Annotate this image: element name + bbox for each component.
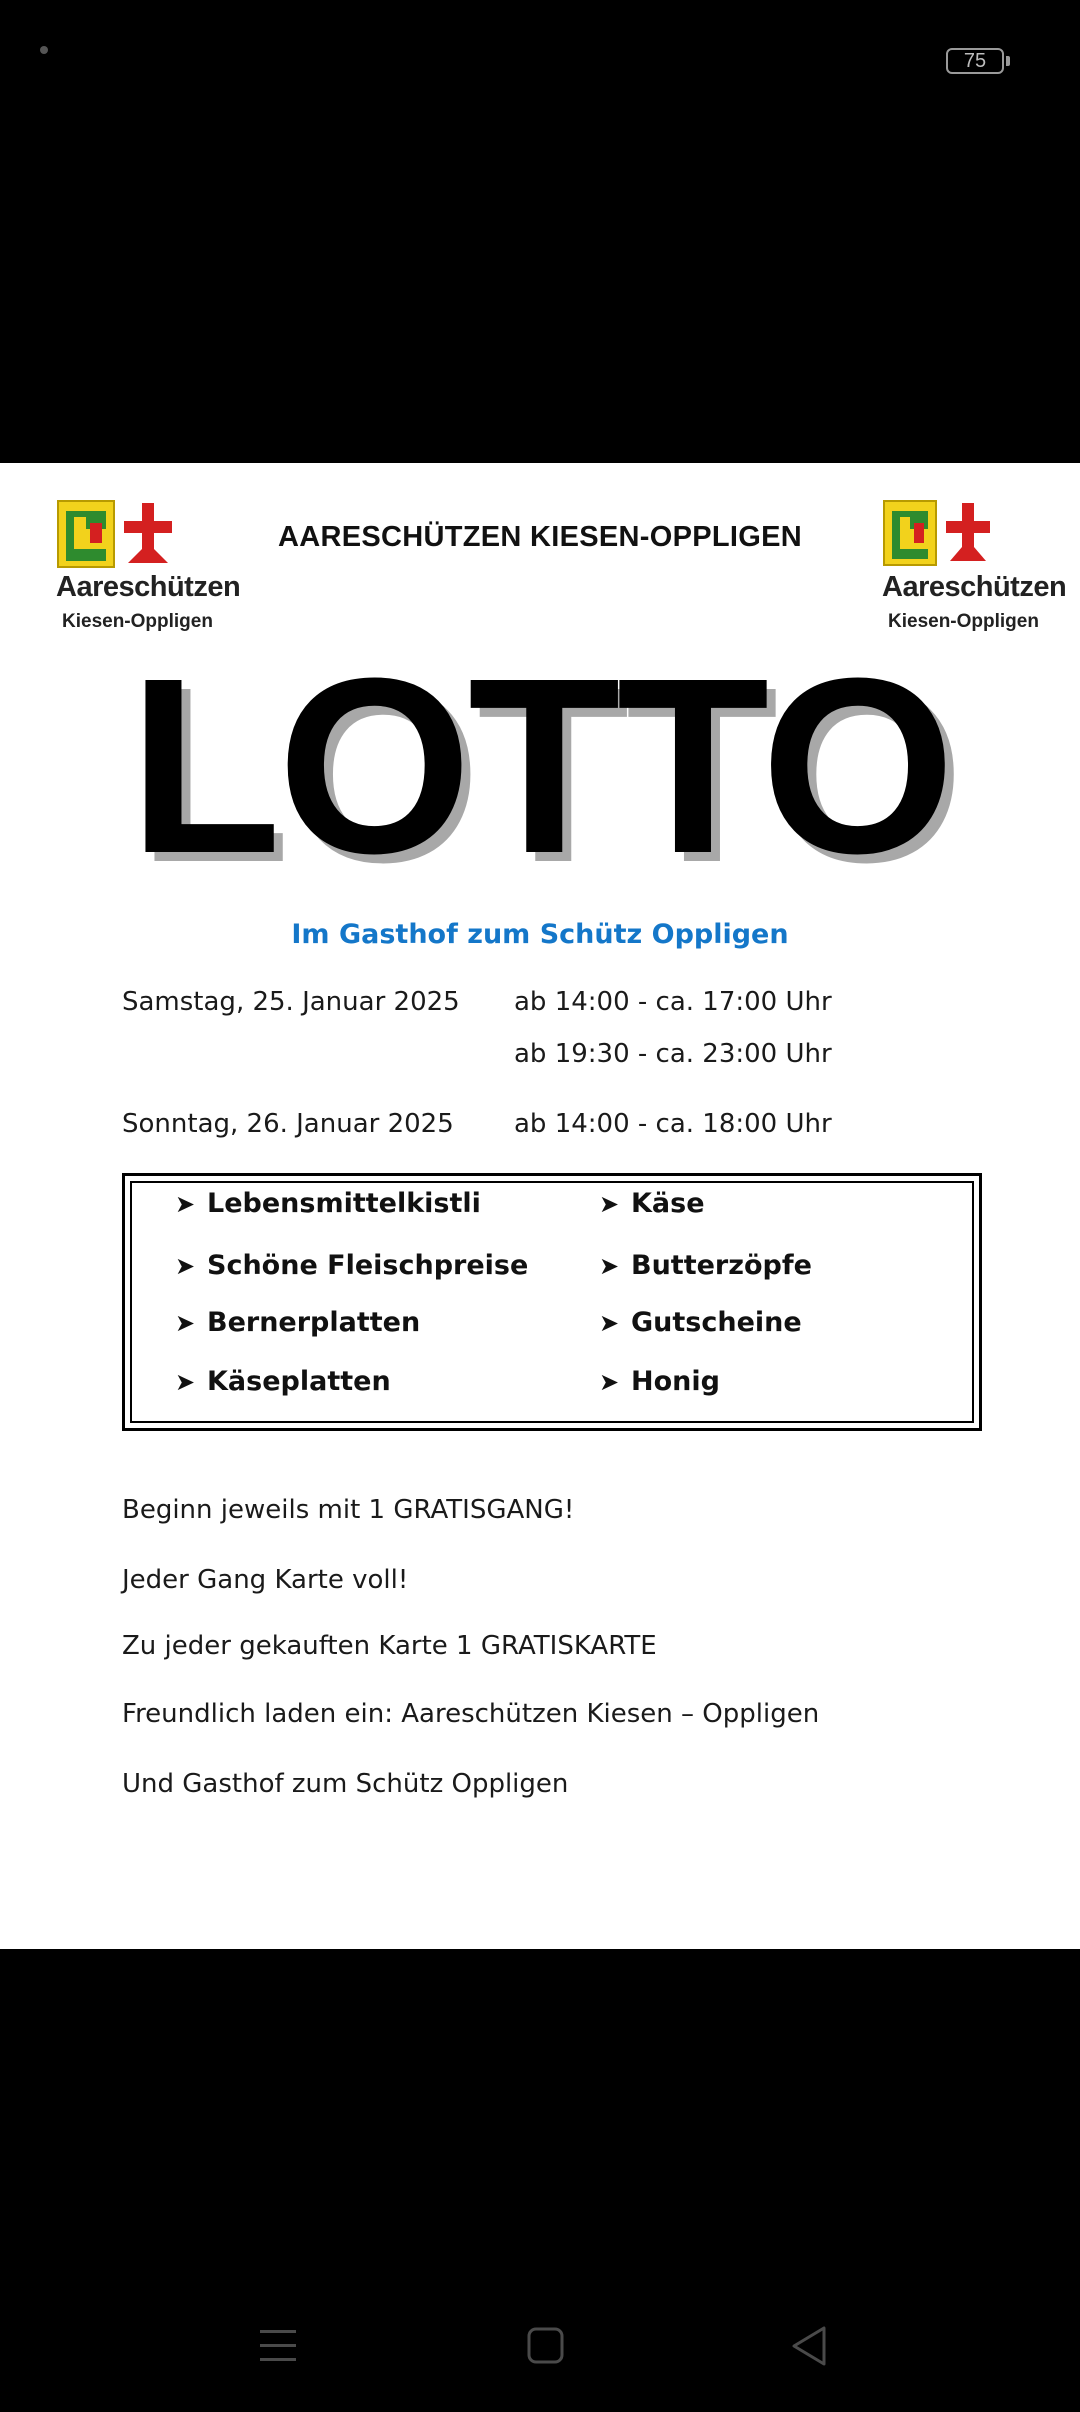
logo-name: Aareschützen: [882, 571, 1067, 603]
arrow-bullet-icon: ➤: [175, 1309, 196, 1337]
battery-icon: [946, 48, 1004, 74]
arrow-bullet-icon: ➤: [175, 1252, 196, 1280]
prize-label: Lebensmittelkistli: [207, 1188, 481, 1219]
arrow-bullet-icon: ➤: [599, 1368, 620, 1396]
note-line: Freundlich laden ein: Aareschützen Kiesen – Oppligen: [122, 1699, 820, 1729]
logo-name: Aareschützen: [56, 571, 241, 603]
prize-item: [599, 1366, 720, 1397]
menu-icon[interactable]: [258, 2326, 300, 2366]
club-logo-left: [56, 499, 256, 639]
back-icon[interactable]: [790, 2324, 830, 2368]
battery-level: 75: [963, 50, 987, 72]
home-icon[interactable]: [526, 2326, 566, 2366]
prize-item: [175, 1307, 420, 1338]
schedule-time: ab 14:00 - ca. 18:00 Uhr: [514, 1109, 832, 1139]
prize-item: [599, 1188, 705, 1219]
note-line: Jeder Gang Karte voll!: [122, 1565, 409, 1595]
arrow-bullet-icon: ➤: [175, 1190, 196, 1218]
schedule-day: Sonntag, 26. Januar 2025: [122, 1109, 454, 1139]
prize-label: Käse: [631, 1188, 705, 1219]
venue-text: Im Gasthof zum Schütz Oppligen: [291, 919, 789, 950]
club-logo-right: [882, 499, 1080, 639]
prize-item: [175, 1250, 528, 1281]
prize-label: Schöne Fleischpreise: [207, 1250, 529, 1281]
prize-item: [175, 1188, 481, 1219]
logo-subtitle: Kiesen-Oppligen: [888, 611, 1039, 632]
battery-tip: [1006, 56, 1010, 66]
club-crest-icon: [882, 499, 1080, 571]
schedule-day: Samstag, 25. Januar 2025: [122, 987, 460, 1017]
headline: LOTTO: [128, 626, 952, 905]
schedule-time: ab 19:30 - ca. 23:00 Uhr: [514, 1039, 832, 1069]
club-title: AARESCHÜTZEN KIESEN-OPPLIGEN: [278, 521, 802, 553]
prize-list-box: [122, 1173, 982, 1431]
schedule-time: ab 14:00 - ca. 17:00 Uhr: [514, 987, 832, 1017]
prize-label: Butterzöpfe: [631, 1250, 812, 1281]
prize-label: Bernerplatten: [207, 1307, 421, 1338]
prize-label: Gutscheine: [631, 1307, 802, 1338]
note-line: Und Gasthof zum Schütz Oppligen: [122, 1769, 569, 1799]
arrow-bullet-icon: ➤: [599, 1252, 620, 1280]
prize-label: Honig: [631, 1366, 720, 1397]
notification-dot: [40, 46, 48, 54]
prize-item: [599, 1250, 812, 1281]
note-line: Beginn jeweils mit 1 GRATISGANG!: [122, 1495, 575, 1525]
arrow-bullet-icon: ➤: [599, 1190, 620, 1218]
prize-item: [175, 1366, 391, 1397]
prize-item: [599, 1307, 802, 1338]
logo-subtitle: Kiesen-Oppligen: [62, 611, 213, 632]
arrow-bullet-icon: ➤: [175, 1368, 196, 1396]
lotto-flyer-image[interactable]: [0, 463, 1080, 1949]
note-line: Zu jeder gekauften Karte 1 GRATISKARTE: [122, 1631, 657, 1661]
prize-label: Käseplatten: [207, 1366, 391, 1397]
arrow-bullet-icon: ➤: [599, 1309, 620, 1337]
